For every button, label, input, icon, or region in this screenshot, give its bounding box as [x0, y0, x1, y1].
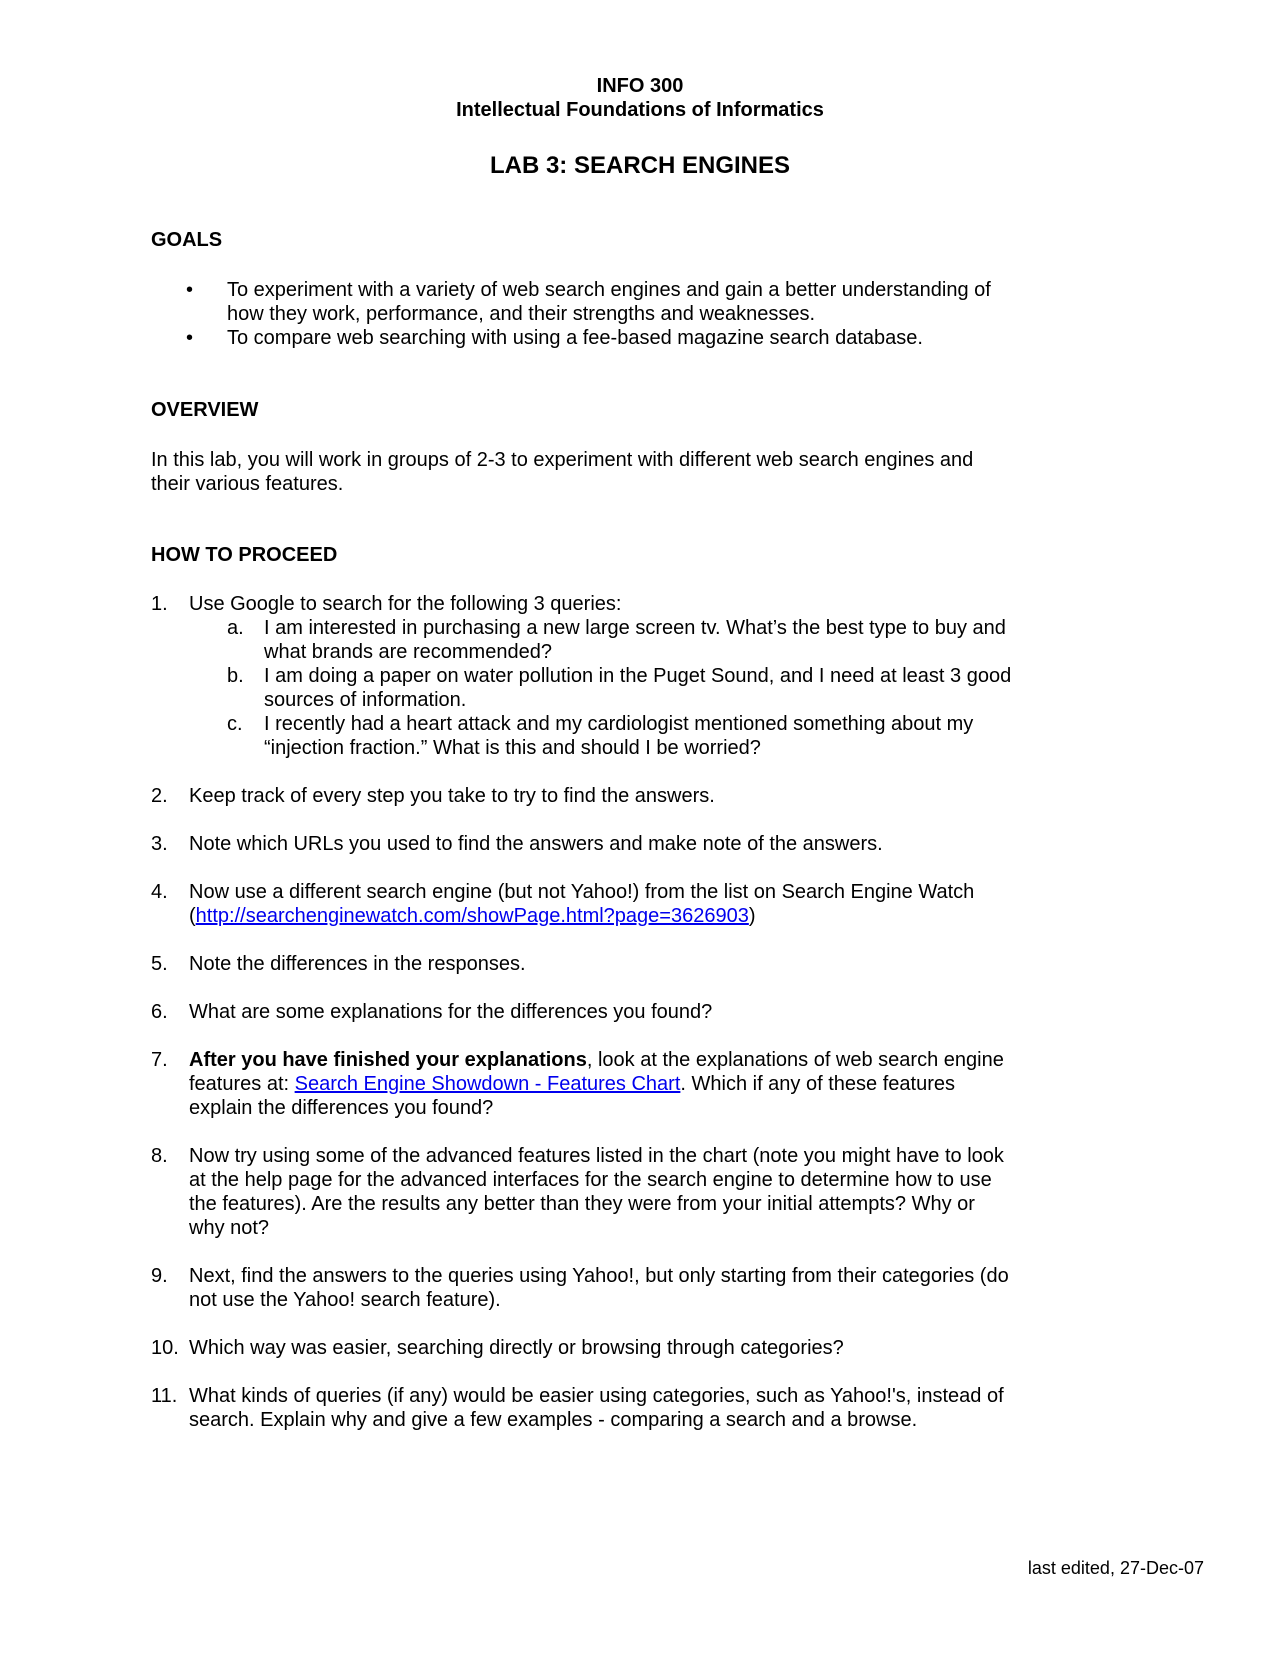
- step-11-line-2: search. Explain why and give a few examples - comparing a search and a browse.: [189, 1409, 918, 1431]
- step-7-bold: After you have finished your explanations: [189, 1049, 587, 1071]
- step-9-line-2: not use the Yahoo! search feature).: [189, 1289, 501, 1311]
- step-7-line-2-prefix: features at:: [189, 1073, 295, 1095]
- step-7-number: 7.: [151, 1049, 168, 1071]
- step-7-line-2-suffix: . Which if any of these features: [680, 1073, 955, 1095]
- step-5-text: Note the differences in the responses.: [189, 953, 526, 975]
- step-5-number: 5.: [151, 953, 168, 975]
- step-4-line-1: Now use a different search engine (but not Yahoo!) from the list on Search Engine Watch: [189, 881, 975, 903]
- step-1c-line-1: I recently had a heart attack and my cardiologist mentioned something about my: [264, 713, 974, 735]
- step-8-number: 8.: [151, 1145, 168, 1167]
- goals-heading: GOALS: [151, 229, 223, 251]
- step-9-line-1: Next, find the answers to the queries using Yahoo!, but only starting from their categories (do: [189, 1265, 1009, 1287]
- step-8-line-3: the features). Are the results any better than they were from your initial attempts? Why or: [189, 1193, 975, 1215]
- overview-line-2: their various features.: [151, 473, 344, 495]
- last-edited-footer: last edited, 27-Dec-07: [1027, 1558, 1204, 1578]
- goal-2-line-1: To compare web searching with using a fee-based magazine search database.: [227, 327, 923, 349]
- proceed-heading: HOW TO PROCEED: [151, 544, 338, 566]
- step-1b-marker: b.: [227, 665, 244, 687]
- overview-line-1: In this lab, you will work in groups of 2-3 to experiment with different web search engines and: [151, 449, 974, 471]
- step-2-number: 2.: [151, 785, 168, 807]
- step-7-line-1: [189, 1048, 1004, 1072]
- step-2-text: Keep track of every step you take to try to find the answers.: [189, 785, 715, 807]
- step-4-number: 4.: [151, 881, 168, 903]
- step-6-number: 6.: [151, 1001, 168, 1023]
- step-9-number: 9.: [151, 1265, 168, 1287]
- step-1b-line-1: I am doing a paper on water pollution in the Puget Sound, and I need at least 3 good: [264, 665, 1012, 687]
- step-4-line-2: [189, 904, 756, 928]
- step-1-number: 1.: [151, 593, 168, 615]
- course-name: Intellectual Foundations of Informatics: [456, 99, 824, 121]
- open-paren: (: [189, 905, 196, 927]
- page-title: LAB 3: SEARCH ENGINES: [489, 152, 791, 179]
- step-6-text: What are some explanations for the differences you found?: [189, 1001, 713, 1023]
- step-8-line-2: at the help page for the advanced interfaces for the search engine to determine how to use: [189, 1169, 992, 1191]
- bullet-icon: •: [186, 279, 194, 301]
- step-8-line-1: Now try using some of the advanced features listed in the chart (note you might have to look: [189, 1145, 1004, 1167]
- step-11-line-1: What kinds of queries (if any) would be easier using categories, such as Yahoo!'s, instead of: [189, 1385, 1004, 1407]
- step-7-line-2: [189, 1072, 955, 1096]
- bullet-icon: •: [186, 327, 194, 349]
- step-10-number: 10.: [151, 1337, 179, 1359]
- course-code: INFO 300: [596, 75, 684, 97]
- step-8-line-4: why not?: [189, 1217, 270, 1239]
- goal-1-line-2: how they work, performance, and their strengths and weaknesses.: [227, 303, 816, 325]
- step-10-text: Which way was easier, searching directly or browsing through categories?: [189, 1337, 844, 1359]
- step-1-text: Use Google to search for the following 3 queries:: [189, 593, 622, 615]
- goal-1-line-1: To experiment with a variety of web search engines and gain a better understanding of: [227, 279, 991, 301]
- step-11-number: 11.: [151, 1385, 178, 1407]
- step-3-number: 3.: [151, 833, 168, 855]
- overview-heading: OVERVIEW: [151, 399, 259, 421]
- step-1a-line-2: what brands are recommended?: [264, 641, 552, 663]
- step-1c-line-2: “injection fraction.” What is this and should I be worried?: [264, 737, 761, 759]
- step-7-line-1-rest: , look at the explanations of web search engine: [586, 1049, 1004, 1071]
- step-1b-line-2: sources of information.: [264, 689, 467, 711]
- step-1a-line-1: I am interested in purchasing a new large screen tv. What’s the best type to buy and: [264, 617, 1006, 639]
- step-1c-marker: c.: [227, 713, 243, 735]
- step-3-text: Note which URLs you used to find the answers and make note of the answers.: [189, 833, 883, 855]
- step-7-line-3: explain the differences you found?: [189, 1097, 494, 1119]
- close-paren: ): [748, 905, 756, 927]
- step-1a-marker: a.: [227, 617, 244, 639]
- search-engine-watch-link[interactable]: http://searchenginewatch.com/showPage.html?page=3626903: [195, 905, 749, 927]
- features-chart-link[interactable]: Search Engine Showdown - Features Chart: [294, 1073, 681, 1095]
